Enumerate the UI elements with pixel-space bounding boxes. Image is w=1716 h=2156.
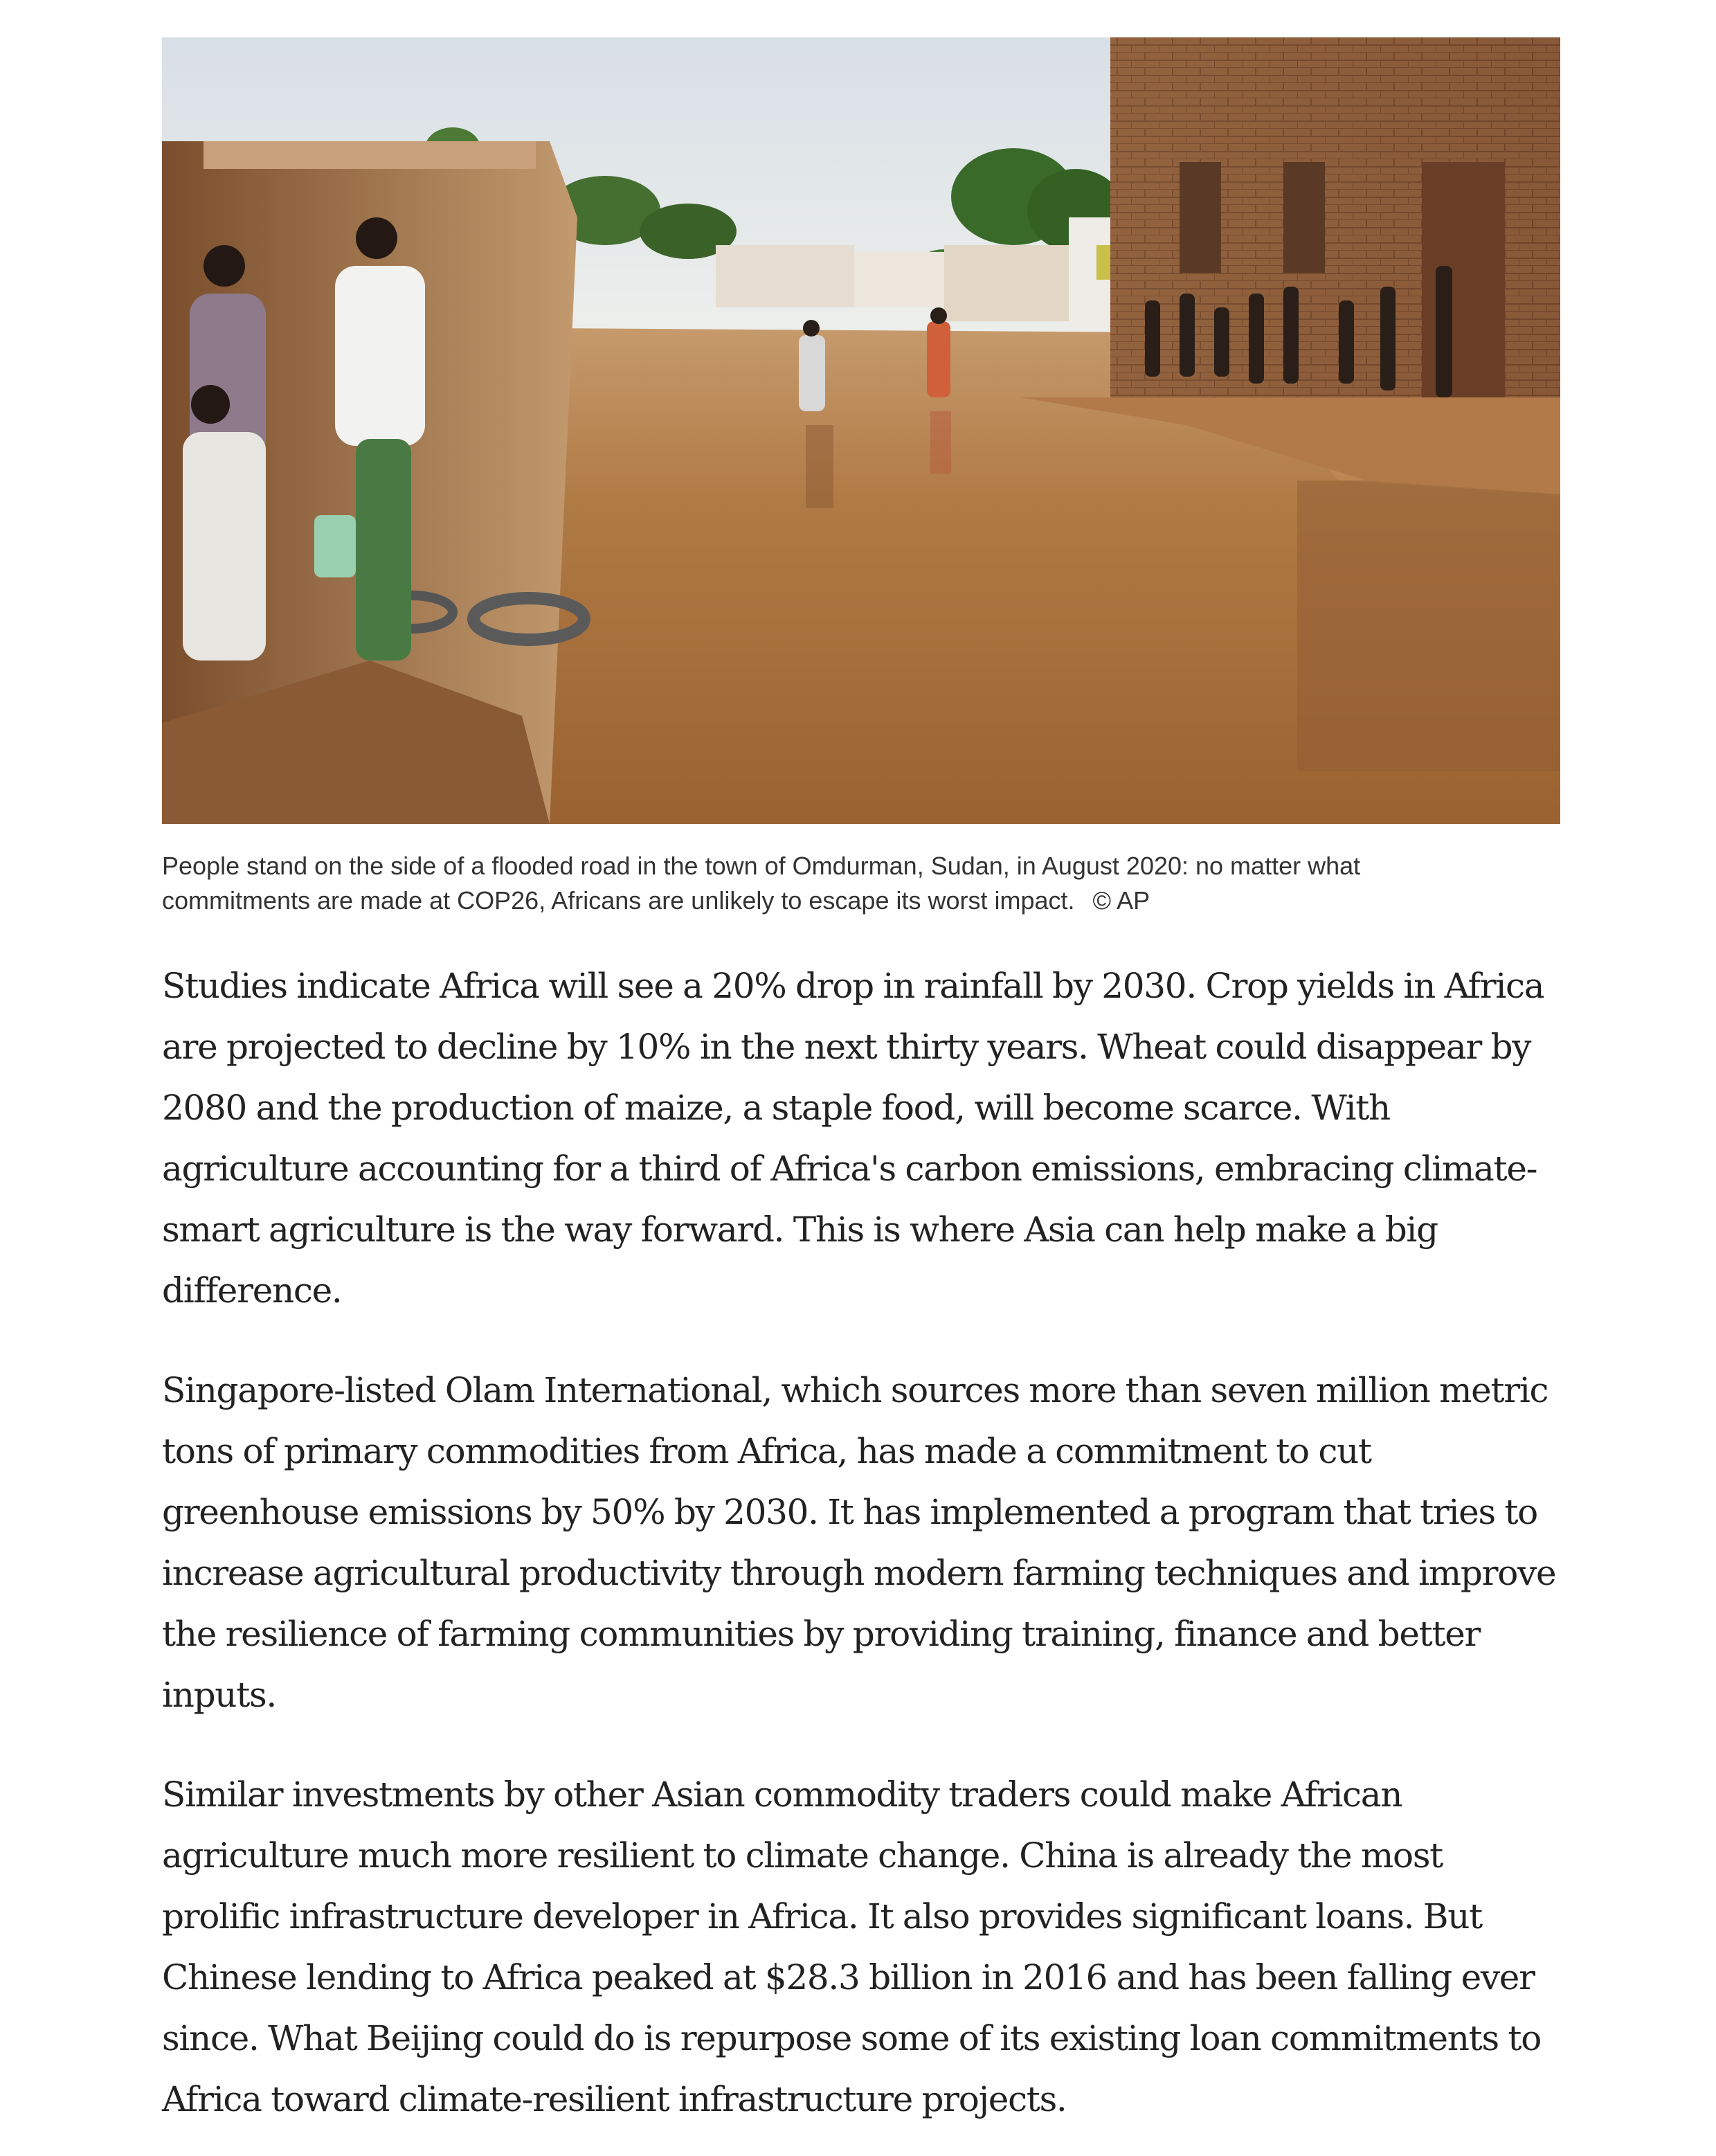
paragraph: Studies indicate Africa will see a 20% drop in rainfall by 2030. Crop yields in Africa are projected to decline by 10% in the next thirty years. Wheat could disappear by 2080 and the production of maize, a staple food, will become scarce. With agriculture accounting for a third of Africa's carbon emissions, embracing climate-smart agriculture is the way forward. This is where Asia can help make a big difference.	[162, 966, 1544, 1311]
caption-text: People stand on the side of a flooded road in the town of Omdurman, Sudan, in August 2020: no matter what commitments are made at COP26, Africans are unlikely to escape its worst impact.	[162, 852, 1361, 915]
paragraph: Similar investments by other Asian commodity traders could make African agriculture much more resilient to climate change. China is already the most prolific infrastructure developer in Africa. It also provides significant loans. But Chinese lending to Africa peaked at $28.3 billion in 2016 and has been falling ever since. What Beijing could do is repurpose some of its existing loan commitments to Africa toward climate-resilient infrastructure projects.	[162, 1775, 1542, 2119]
flood-photo	[162, 37, 1560, 824]
flood-photo-illustration	[162, 37, 1560, 824]
door	[1422, 162, 1505, 411]
article	[162, 37, 1560, 2130]
photo-caption	[162, 849, 1498, 918]
photo-credit: © AP	[1092, 886, 1150, 915]
paragraph: Singapore-listed Olam International, which sources more than seven million metric tons of primary commodities from Africa, has made a commitment to cut greenhouse emissions by 50% by 2030. It has implemented a program that tries to increase agricultural productivity through modern farming techniques and improve the resilience of farming communities by providing training, finance and better inputs.	[162, 1370, 1556, 1715]
article-body	[162, 955, 1560, 2130]
